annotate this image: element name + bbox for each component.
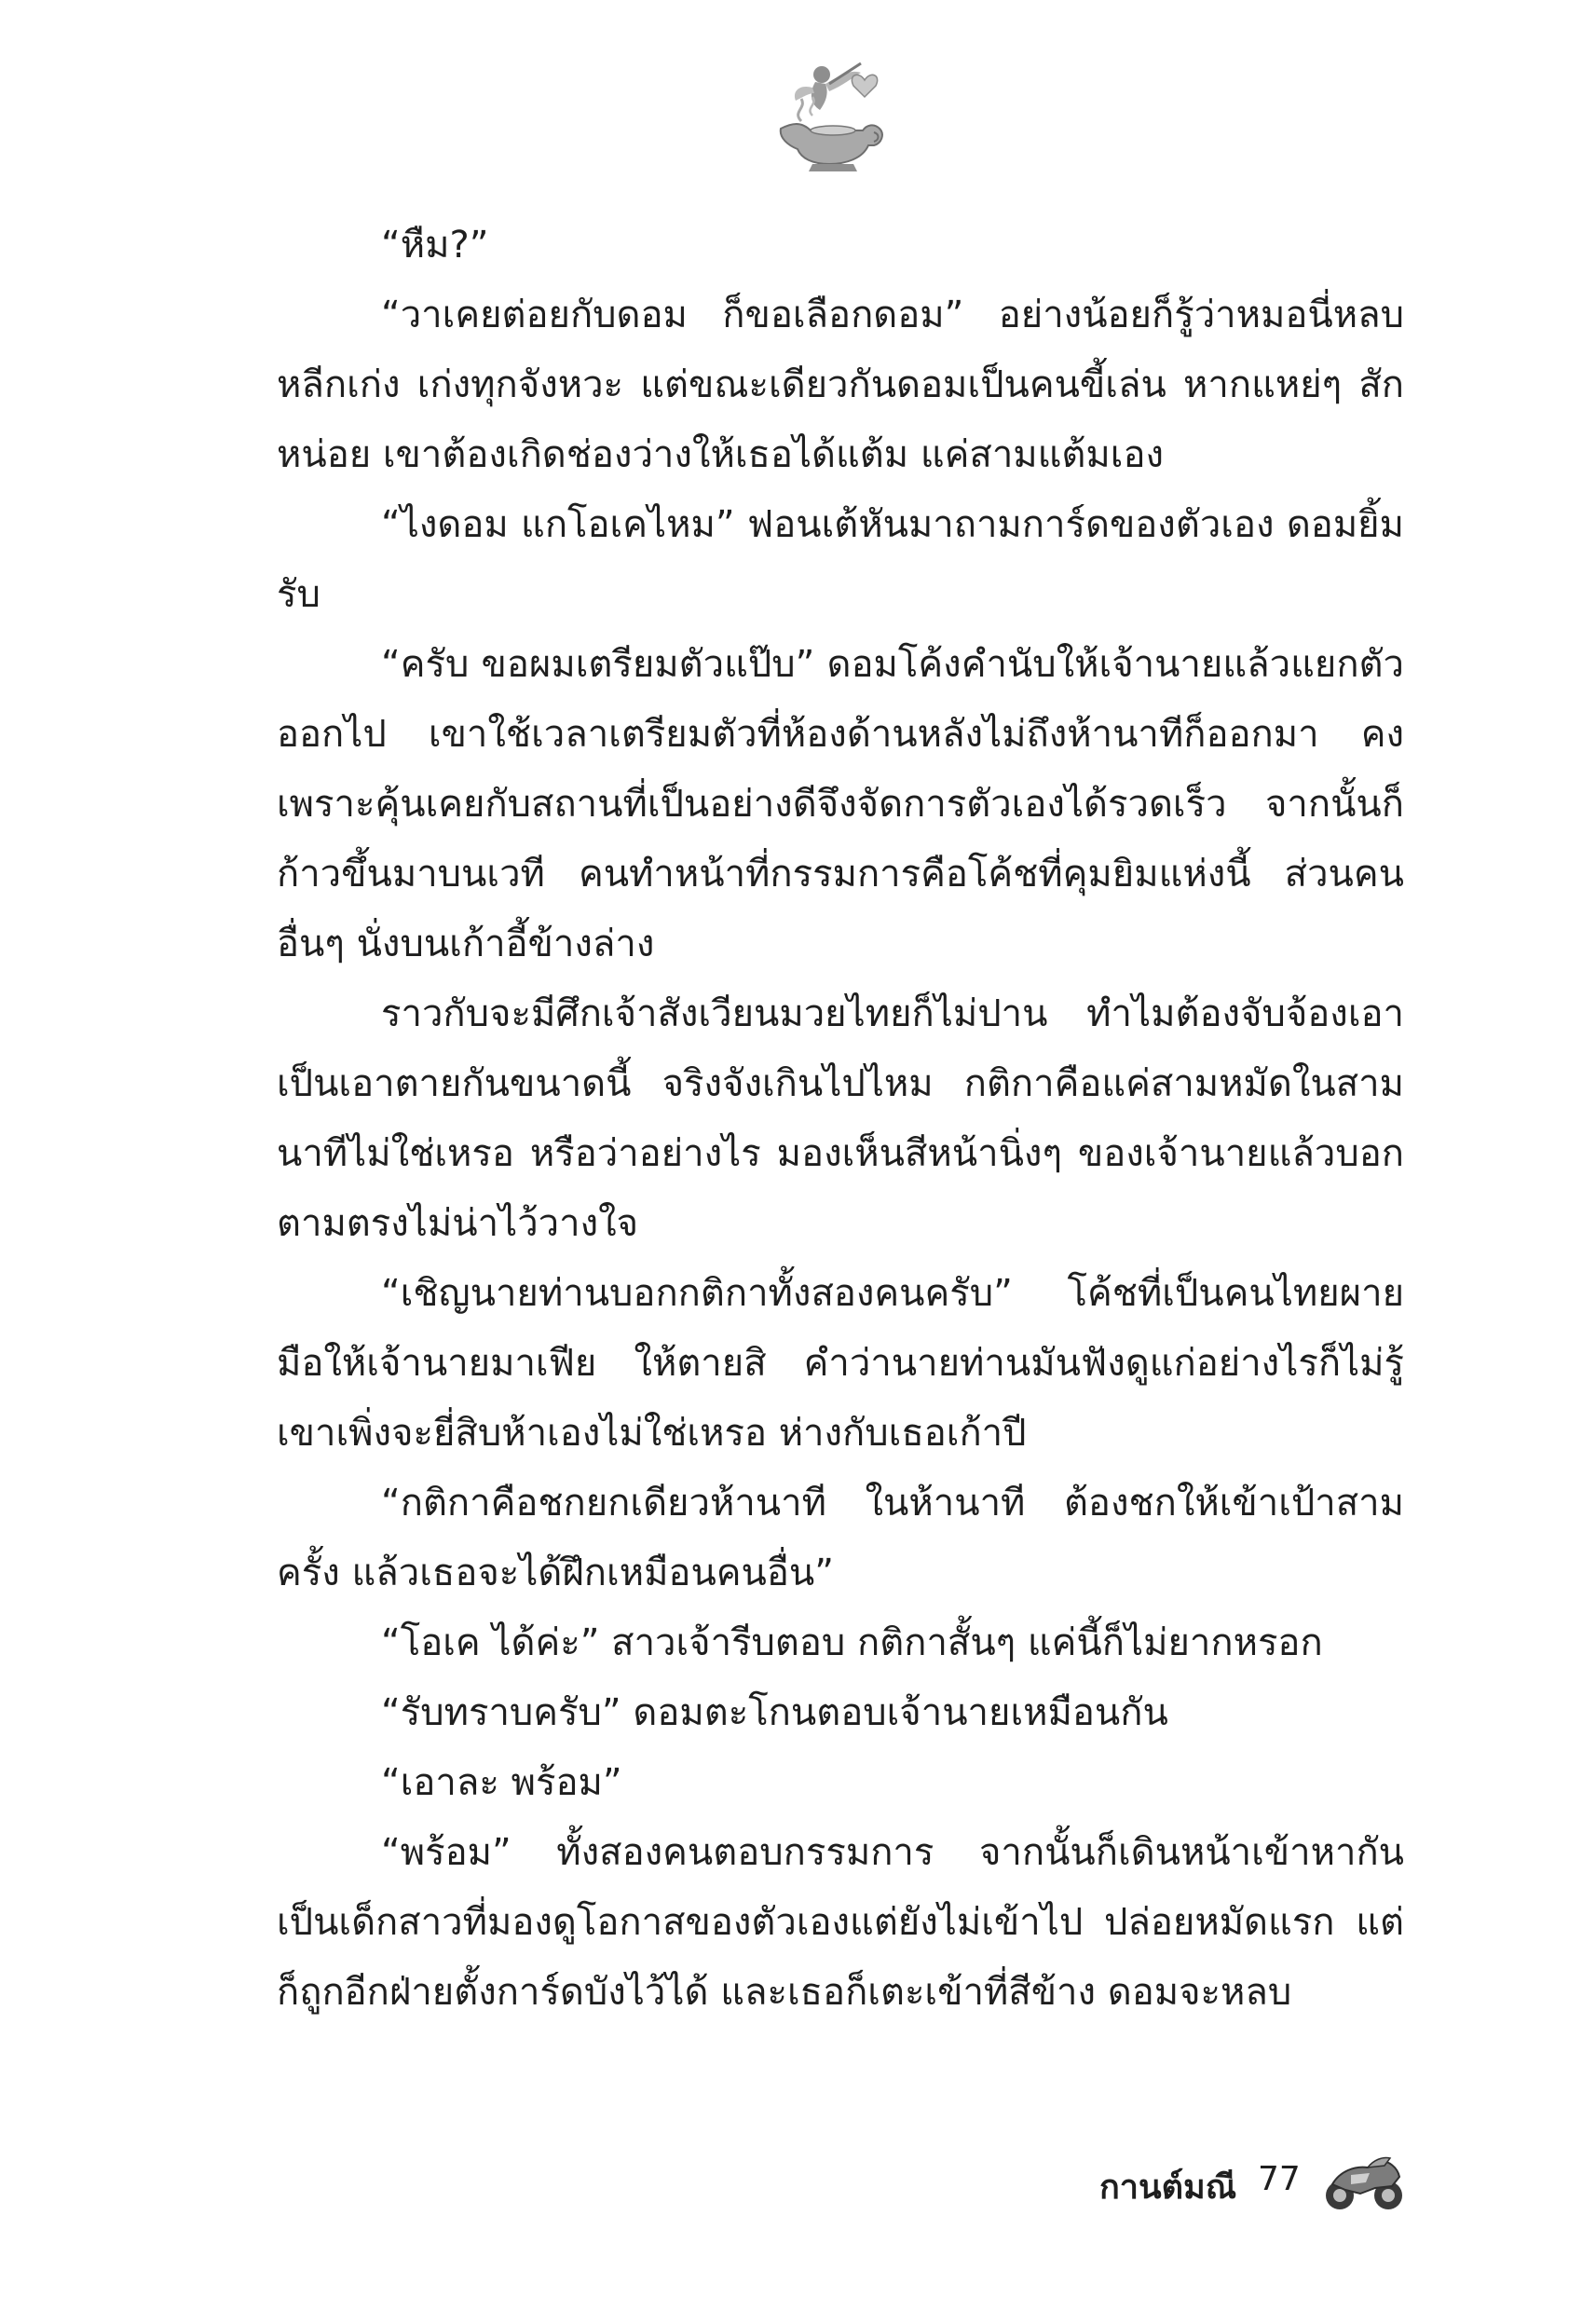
page-footer <box>1099 2143 1407 2218</box>
paragraph-2: “วาเคยต่อยกับดอม ก็ขอเลือกดอม” อย่างน้อยก็รู้ว่าหมอนี่หลบหลีกเก่ง เก่งทุกจังหวะ แต่ขณะเดียวกันดอมเป็นคนขี้เล่น หากแหย่ๆ สักหน่อย เขาต้องเกิดช่องว่างให้เธอได้แต้ม แค่สามแต้มเอง <box>277 294 1404 476</box>
paragraph-8: “โอเค ได้ค่ะ” สาวเจ้ารีบตอบ กติกาสั้นๆ แค่นี้ก็ไม่ยากหรอก <box>381 1621 1323 1664</box>
body-text <box>277 211 1404 2028</box>
cupid-teapot-icon <box>764 56 904 177</box>
paragraph-11: “พร้อม” ทั้งสองคนตอบกรรมการ จากนั้นก็เดินหน้าเข้าหากัน เป็นเด็กสาวที่มองดูโอกาสของตัวเองแต่ยังไม่เข้าไป ปล่อยหมัดแรก แต่ก็ถูกอีกฝ่ายตั้งการ์ดบังไว้ได้ และเธอก็เตะเข้าที่สีข้าง ดอมจะหลบ <box>277 1831 1404 2014</box>
paragraph-3: “ไงดอม แกโอเคไหม” ฟอนเต้หันมาถามการ์ดของตัวเอง ดอมยิ้มรับ <box>277 503 1404 616</box>
paragraph-7: “กติกาคือชกยกเดียวห้านาที ในห้านาที ต้องชกให้เข้าเป้าสามครั้ง แล้วเธอจะได้ฝึกเหมือนคนอื่น” <box>277 1482 1404 1594</box>
page-number: 77 <box>1258 2160 1301 2198</box>
paragraph-5: ราวกับจะมีศึกเจ้าสังเวียนมวยไทยก็ไม่ปาน ทำไมต้องจับจ้องเอาเป็นเอาตายกันขนาดนี้ จริงจังเกินไปไหม กติกาคือแค่สามหมัดในสามนาทีไม่ใช่เหรอ หรือว่าอย่างไร มองเห็นสีหน้านิ่งๆ ของเจ้านายแล้วบอกตามตรงไม่น่าไว้วางใจ <box>277 992 1404 1245</box>
paragraph-10: “เอาละ พร้อม” <box>381 1761 622 1804</box>
paragraph-4: “ครับ ขอผมเตรียมตัวแป๊บ” ดอมโค้งคำนับให้เจ้านายแล้วแยกตัวออกไป เขาใช้เวลาเตรียมตัวที่ห้องด้านหลังไม่ถึงห้านาทีก็ออกมา คงเพราะคุ้นเคยกับสถานที่เป็นอย่างดีจึงจัดการตัวเองได้รวดเร็ว จากนั้นก็ก้าวขึ้นมาบนเวที คนทำหน้าที่กรรมการคือโค้ชที่คุมยิมแห่งนี้ ส่วนคนอื่นๆ นั่งบนเก้าอี้ข้างล่าง <box>277 643 1404 965</box>
paragraph-1: “หืม?” <box>381 224 489 267</box>
paragraph-6: “เชิญนายท่านบอกกติกาทั้งสองคนครับ” โค้ชที่เป็นคนไทยผายมือให้เจ้านายมาเฟีย ให้ตายสิ คำว่านายท่านมันฟังดูแก่อย่างไรก็ไม่รู้ เขาเพิ่งจะยี่สิบห้าเองไม่ใช่เหรอ ห่างกับเธอเก้าปี <box>277 1272 1404 1455</box>
motorcycle-icon <box>1323 2143 1407 2218</box>
footer-author: กานต์มณี <box>1099 2168 1237 2207</box>
paragraph-9: “รับทราบครับ” ดอมตะโกนตอบเจ้านายเหมือนกัน <box>381 1691 1168 1734</box>
